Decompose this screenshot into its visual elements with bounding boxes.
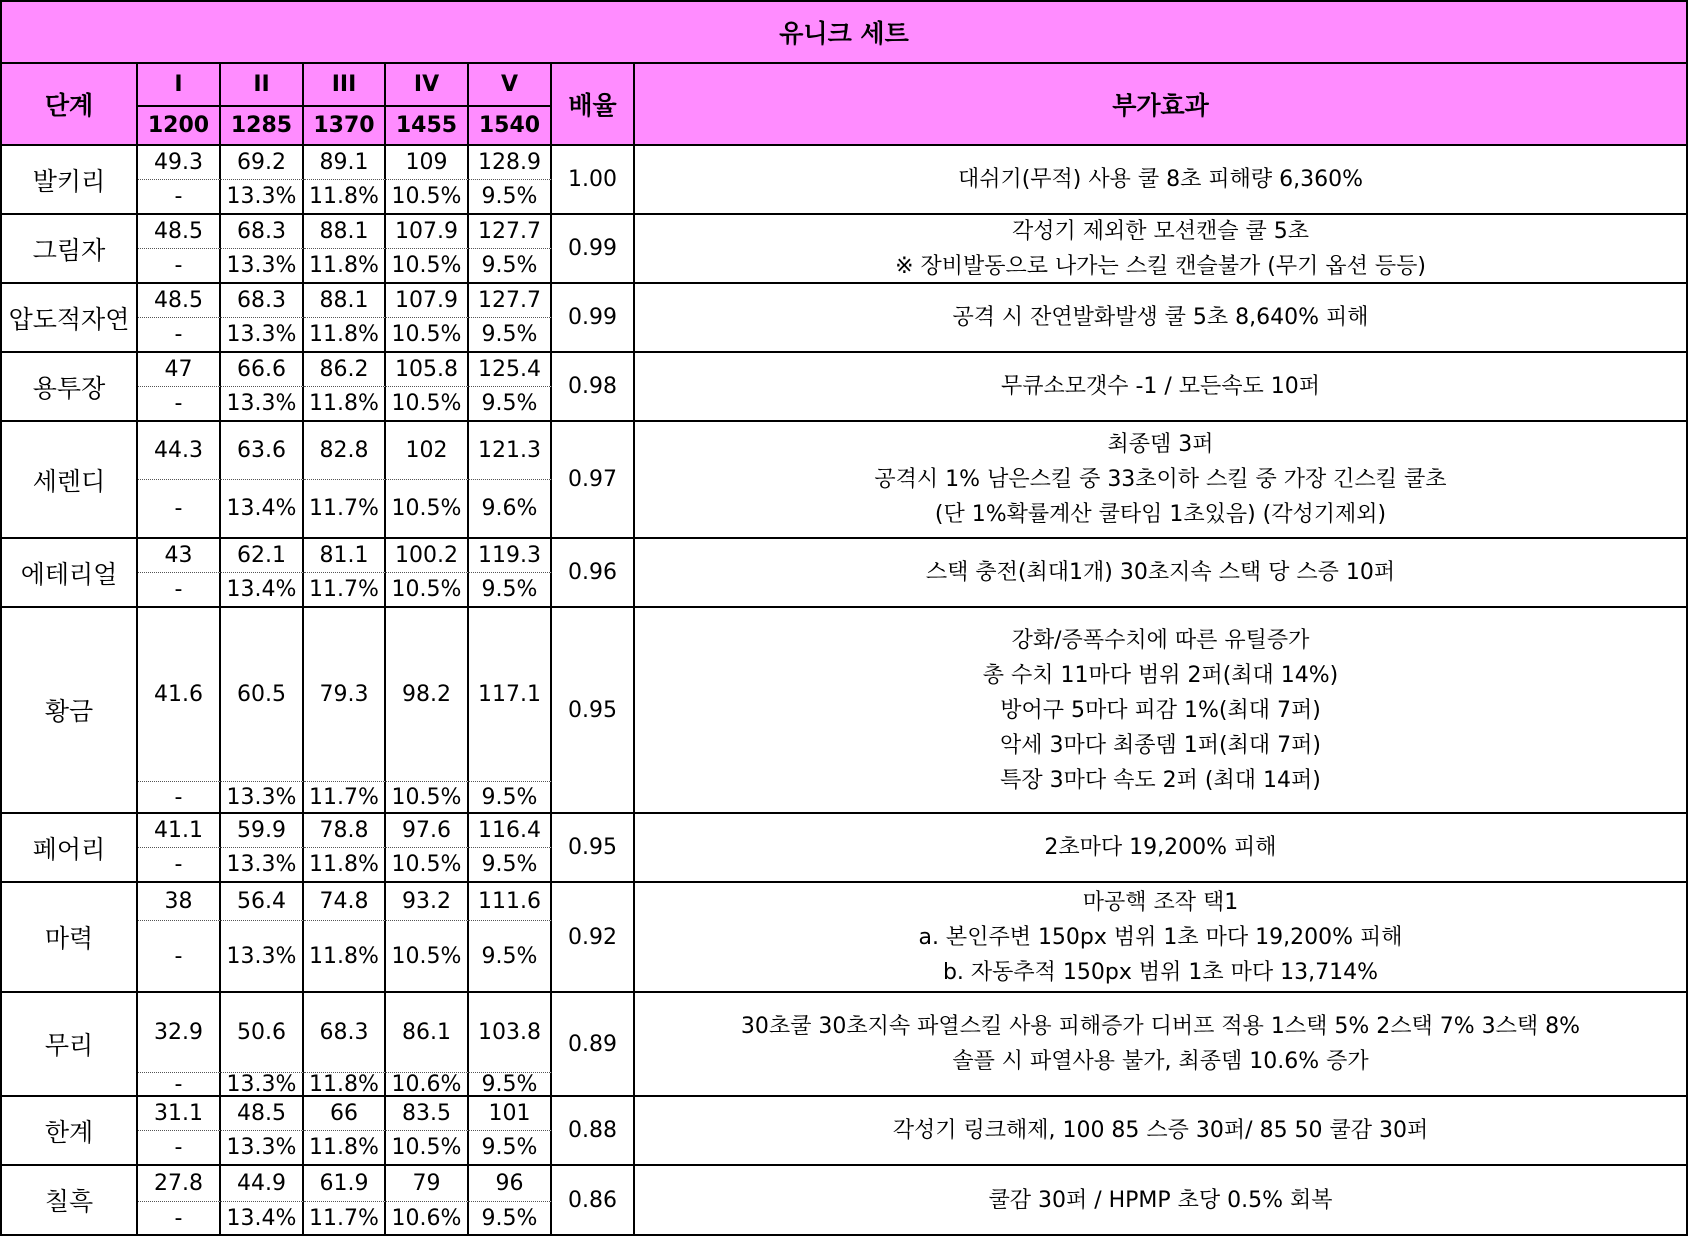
value-cell: 105.8 bbox=[386, 353, 469, 387]
effect-line: 강화/증폭수치에 따른 유틸증가 bbox=[1011, 627, 1310, 653]
percent-cell: 10.5% bbox=[386, 480, 469, 539]
set-name: 용투장 bbox=[0, 353, 138, 422]
level-roman-header: V bbox=[469, 64, 552, 107]
percent-cell: 13.4% bbox=[221, 480, 304, 539]
level-value-header: 1455 bbox=[386, 107, 469, 146]
percent-cell: 13.3% bbox=[221, 921, 304, 993]
percent-cell: 11.8% bbox=[304, 848, 386, 883]
percent-cell: 9.5% bbox=[469, 1131, 552, 1166]
value-cell: 62.1 bbox=[221, 539, 304, 573]
percent-cell: 9.5% bbox=[469, 848, 552, 883]
value-cell: 82.8 bbox=[304, 422, 386, 480]
level-roman-header: II bbox=[221, 64, 304, 107]
value-cell: 69.2 bbox=[221, 146, 304, 180]
percent-cell: 10.5% bbox=[386, 782, 469, 814]
effect-line: a. 본인주변 150px 범위 1초 마다 19,200% 피해 bbox=[918, 924, 1403, 950]
value-cell: 81.1 bbox=[304, 539, 386, 573]
value-cell: 79.3 bbox=[304, 608, 386, 782]
value-cell: 102 bbox=[386, 422, 469, 480]
percent-cell: 9.5% bbox=[469, 180, 552, 215]
percent-cell: 9.5% bbox=[469, 249, 552, 284]
value-cell: 103.8 bbox=[469, 993, 552, 1073]
value-cell: 60.5 bbox=[221, 608, 304, 782]
percent-cell: 10.5% bbox=[386, 573, 469, 608]
effect-line: 각성기 링크해제, 100 85 스증 30퍼/ 85 50 쿨감 30퍼 bbox=[892, 1118, 1429, 1143]
percent-cell: 9.6% bbox=[469, 480, 552, 539]
multiplier-cell: 0.98 bbox=[552, 353, 635, 422]
set-name: 황금 bbox=[0, 608, 138, 814]
value-cell: 88.1 bbox=[304, 284, 386, 318]
percent-cell: 10.5% bbox=[386, 848, 469, 883]
value-cell: 44.3 bbox=[138, 422, 221, 480]
value-cell: 78.8 bbox=[304, 814, 386, 848]
level-value-header: 1285 bbox=[221, 107, 304, 146]
level-value-header: 1370 bbox=[304, 107, 386, 146]
value-cell: 93.2 bbox=[386, 883, 469, 921]
percent-cell: - bbox=[138, 1202, 221, 1236]
percent-cell: 10.5% bbox=[386, 387, 469, 422]
value-cell: 48.5 bbox=[138, 215, 221, 249]
percent-cell: 11.7% bbox=[304, 782, 386, 814]
percent-cell: 11.7% bbox=[304, 1202, 386, 1236]
effect-line: ※ 장비발동으로 나가는 스킬 캔슬불가 (무기 옵션 등등) bbox=[895, 253, 1426, 279]
value-cell: 111.6 bbox=[469, 883, 552, 921]
value-cell: 117.1 bbox=[469, 608, 552, 782]
percent-cell: 11.8% bbox=[304, 249, 386, 284]
value-cell: 44.9 bbox=[221, 1166, 304, 1202]
effect-cell bbox=[635, 422, 1688, 539]
value-cell: 59.9 bbox=[221, 814, 304, 848]
value-cell: 68.3 bbox=[221, 284, 304, 318]
set-name: 세렌디 bbox=[0, 422, 138, 539]
percent-cell: 9.5% bbox=[469, 573, 552, 608]
percent-cell: 13.3% bbox=[221, 387, 304, 422]
effect-cell bbox=[635, 215, 1688, 284]
effect-line: 마공핵 조작 택1 bbox=[1082, 889, 1239, 915]
percent-cell: 10.5% bbox=[386, 318, 469, 353]
value-cell: 61.9 bbox=[304, 1166, 386, 1202]
effect-line: 각성기 제외한 모션캔슬 쿨 5초 bbox=[1012, 218, 1309, 244]
value-cell: 32.9 bbox=[138, 993, 221, 1073]
multiplier-cell: 0.97 bbox=[552, 422, 635, 539]
value-cell: 86.2 bbox=[304, 353, 386, 387]
value-cell: 127.7 bbox=[469, 215, 552, 249]
multiplier-cell: 0.99 bbox=[552, 215, 635, 284]
effect-line: 무큐소모갯수 -1 / 모든속도 10퍼 bbox=[1000, 374, 1321, 399]
effect-line: 공격시 1% 남은스킬 중 33초이하 스킬 중 가장 긴스킬 쿨초 bbox=[874, 467, 1447, 492]
multiplier-header: 배율 bbox=[552, 64, 635, 146]
value-cell: 86.1 bbox=[386, 993, 469, 1073]
percent-cell: 13.3% bbox=[221, 782, 304, 814]
percent-cell: 10.5% bbox=[386, 249, 469, 284]
value-cell: 107.9 bbox=[386, 215, 469, 249]
value-cell: 98.2 bbox=[386, 608, 469, 782]
effect-line: 방어구 5마다 피감 1%(최대 7퍼) bbox=[1000, 697, 1321, 723]
value-cell: 125.4 bbox=[469, 353, 552, 387]
multiplier-cell: 0.88 bbox=[552, 1097, 635, 1166]
value-cell: 48.5 bbox=[221, 1097, 304, 1131]
effect-cell bbox=[635, 539, 1688, 608]
effect-line: 30초쿨 30초지속 파열스킬 사용 피해증가 디버프 적용 1스택 5% 2스택 7% 3스택 8% bbox=[740, 1014, 1581, 1039]
set-name: 마력 bbox=[0, 883, 138, 993]
value-cell: 109 bbox=[386, 146, 469, 180]
percent-cell: 11.8% bbox=[304, 387, 386, 422]
effect-cell bbox=[635, 1097, 1688, 1166]
percent-cell: 9.5% bbox=[469, 387, 552, 422]
value-cell: 107.9 bbox=[386, 284, 469, 318]
percent-cell: 9.5% bbox=[469, 1202, 552, 1236]
set-name: 칠흑 bbox=[0, 1166, 138, 1236]
percent-cell: 10.5% bbox=[386, 921, 469, 993]
percent-cell: 13.4% bbox=[221, 1202, 304, 1236]
value-cell: 128.9 bbox=[469, 146, 552, 180]
percent-cell: 13.4% bbox=[221, 573, 304, 608]
percent-cell: 9.5% bbox=[469, 318, 552, 353]
effect-line: 특장 3마다 속도 2퍼 (최대 14퍼) bbox=[1000, 767, 1321, 793]
percent-cell: - bbox=[138, 180, 221, 215]
multiplier-cell: 0.92 bbox=[552, 883, 635, 993]
effect-line: 대쉬기(무적) 사용 쿨 8초 피해량 6,360% bbox=[957, 167, 1364, 192]
percent-cell: - bbox=[138, 573, 221, 608]
percent-cell: 11.8% bbox=[304, 318, 386, 353]
level-roman-header: III bbox=[304, 64, 386, 107]
percent-cell: - bbox=[138, 848, 221, 883]
level-roman-header: I bbox=[138, 64, 221, 107]
value-cell: 79 bbox=[386, 1166, 469, 1202]
effect-line: 2초마다 19,200% 피해 bbox=[1044, 835, 1277, 860]
value-cell: 68.3 bbox=[221, 215, 304, 249]
percent-cell: 13.3% bbox=[221, 318, 304, 353]
percent-cell: 10.6% bbox=[386, 1073, 469, 1097]
percent-cell: 13.3% bbox=[221, 1073, 304, 1097]
percent-cell: 9.5% bbox=[469, 1073, 552, 1097]
effect-cell bbox=[635, 814, 1688, 883]
value-cell: 43 bbox=[138, 539, 221, 573]
percent-cell: - bbox=[138, 480, 221, 539]
effect-line: 악세 3마다 최종뎀 1퍼(최대 7퍼) bbox=[1000, 732, 1321, 758]
percent-cell: - bbox=[138, 1073, 221, 1097]
value-cell: 89.1 bbox=[304, 146, 386, 180]
effect-line: 공격 시 잔연발화발생 쿨 5초 8,640% 피해 bbox=[952, 305, 1369, 330]
effect-cell bbox=[635, 883, 1688, 993]
value-cell: 66 bbox=[304, 1097, 386, 1131]
percent-cell: 10.5% bbox=[386, 1131, 469, 1166]
effect-line: 총 수치 11마다 범위 2퍼(최대 14%) bbox=[982, 662, 1339, 688]
value-cell: 68.3 bbox=[304, 993, 386, 1073]
percent-cell: 13.3% bbox=[221, 848, 304, 883]
value-cell: 41.1 bbox=[138, 814, 221, 848]
value-cell: 49.3 bbox=[138, 146, 221, 180]
value-cell: 27.8 bbox=[138, 1166, 221, 1202]
multiplier-cell: 0.95 bbox=[552, 608, 635, 814]
effect-line: 솔플 시 파열사용 불가, 최종뎀 10.6% 증가 bbox=[952, 1049, 1369, 1074]
set-name: 페어리 bbox=[0, 814, 138, 883]
multiplier-cell: 0.95 bbox=[552, 814, 635, 883]
set-name: 에테리얼 bbox=[0, 539, 138, 608]
effect-cell bbox=[635, 993, 1688, 1097]
multiplier-cell: 0.86 bbox=[552, 1166, 635, 1236]
percent-cell: - bbox=[138, 249, 221, 284]
effect-line: 쿨감 30퍼 / HPMP 초당 0.5% 회복 bbox=[988, 1187, 1333, 1213]
multiplier-cell: 1.00 bbox=[552, 146, 635, 215]
value-cell: 83.5 bbox=[386, 1097, 469, 1131]
percent-cell: 13.3% bbox=[221, 180, 304, 215]
value-cell: 38 bbox=[138, 883, 221, 921]
effect-cell bbox=[635, 284, 1688, 353]
multiplier-cell: 0.96 bbox=[552, 539, 635, 608]
effect-header: 부가효과 bbox=[635, 64, 1688, 146]
value-cell: 63.6 bbox=[221, 422, 304, 480]
percent-cell: 11.8% bbox=[304, 1131, 386, 1166]
value-cell: 48.5 bbox=[138, 284, 221, 318]
percent-cell: 10.5% bbox=[386, 180, 469, 215]
value-cell: 127.7 bbox=[469, 284, 552, 318]
effect-cell bbox=[635, 146, 1688, 215]
effect-cell bbox=[635, 1166, 1688, 1236]
level-value-header: 1540 bbox=[469, 107, 552, 146]
level-roman-header: IV bbox=[386, 64, 469, 107]
value-cell: 47 bbox=[138, 353, 221, 387]
percent-cell: - bbox=[138, 387, 221, 422]
percent-cell: - bbox=[138, 318, 221, 353]
effect-cell bbox=[635, 353, 1688, 422]
set-name: 발키리 bbox=[0, 146, 138, 215]
value-cell: 100.2 bbox=[386, 539, 469, 573]
value-cell: 31.1 bbox=[138, 1097, 221, 1131]
percent-cell: - bbox=[138, 921, 221, 993]
effect-line: b. 자동추적 150px 범위 1초 마다 13,714% bbox=[942, 959, 1379, 985]
value-cell: 121.3 bbox=[469, 422, 552, 480]
percent-cell: 11.7% bbox=[304, 480, 386, 539]
percent-cell: - bbox=[138, 1131, 221, 1166]
value-cell: 96 bbox=[469, 1166, 552, 1202]
value-cell: 101 bbox=[469, 1097, 552, 1131]
percent-cell: 10.6% bbox=[386, 1202, 469, 1236]
percent-cell: 13.3% bbox=[221, 1131, 304, 1166]
set-name: 압도적자연 bbox=[0, 284, 138, 353]
value-cell: 116.4 bbox=[469, 814, 552, 848]
value-cell: 56.4 bbox=[221, 883, 304, 921]
stage-header: 단계 bbox=[0, 64, 138, 146]
percent-cell: 11.8% bbox=[304, 1073, 386, 1097]
set-name: 그림자 bbox=[0, 215, 138, 284]
set-name: 한계 bbox=[0, 1097, 138, 1166]
value-cell: 50.6 bbox=[221, 993, 304, 1073]
value-cell: 74.8 bbox=[304, 883, 386, 921]
percent-cell: 11.8% bbox=[304, 921, 386, 993]
value-cell: 119.3 bbox=[469, 539, 552, 573]
value-cell: 41.6 bbox=[138, 608, 221, 782]
percent-cell: 11.8% bbox=[304, 180, 386, 215]
value-cell: 66.6 bbox=[221, 353, 304, 387]
percent-cell: - bbox=[138, 782, 221, 814]
level-value-header: 1200 bbox=[138, 107, 221, 146]
effect-line: (단 1%확률계산 쿨타임 1초있음) (각성기제외) bbox=[934, 502, 1387, 527]
effect-line: 최종뎀 3퍼 bbox=[1107, 432, 1214, 457]
effect-line: 스택 충전(최대1개) 30초지속 스택 당 스증 10퍼 bbox=[925, 560, 1396, 585]
effect-cell bbox=[635, 608, 1688, 814]
percent-cell: 9.5% bbox=[469, 782, 552, 814]
percent-cell: 13.3% bbox=[221, 249, 304, 284]
value-cell: 97.6 bbox=[386, 814, 469, 848]
table-title: 유니크 세트 bbox=[0, 0, 1688, 64]
multiplier-cell: 0.99 bbox=[552, 284, 635, 353]
percent-cell: 9.5% bbox=[469, 921, 552, 993]
set-name: 무리 bbox=[0, 993, 138, 1097]
value-cell: 88.1 bbox=[304, 215, 386, 249]
percent-cell: 11.7% bbox=[304, 573, 386, 608]
multiplier-cell: 0.89 bbox=[552, 993, 635, 1097]
